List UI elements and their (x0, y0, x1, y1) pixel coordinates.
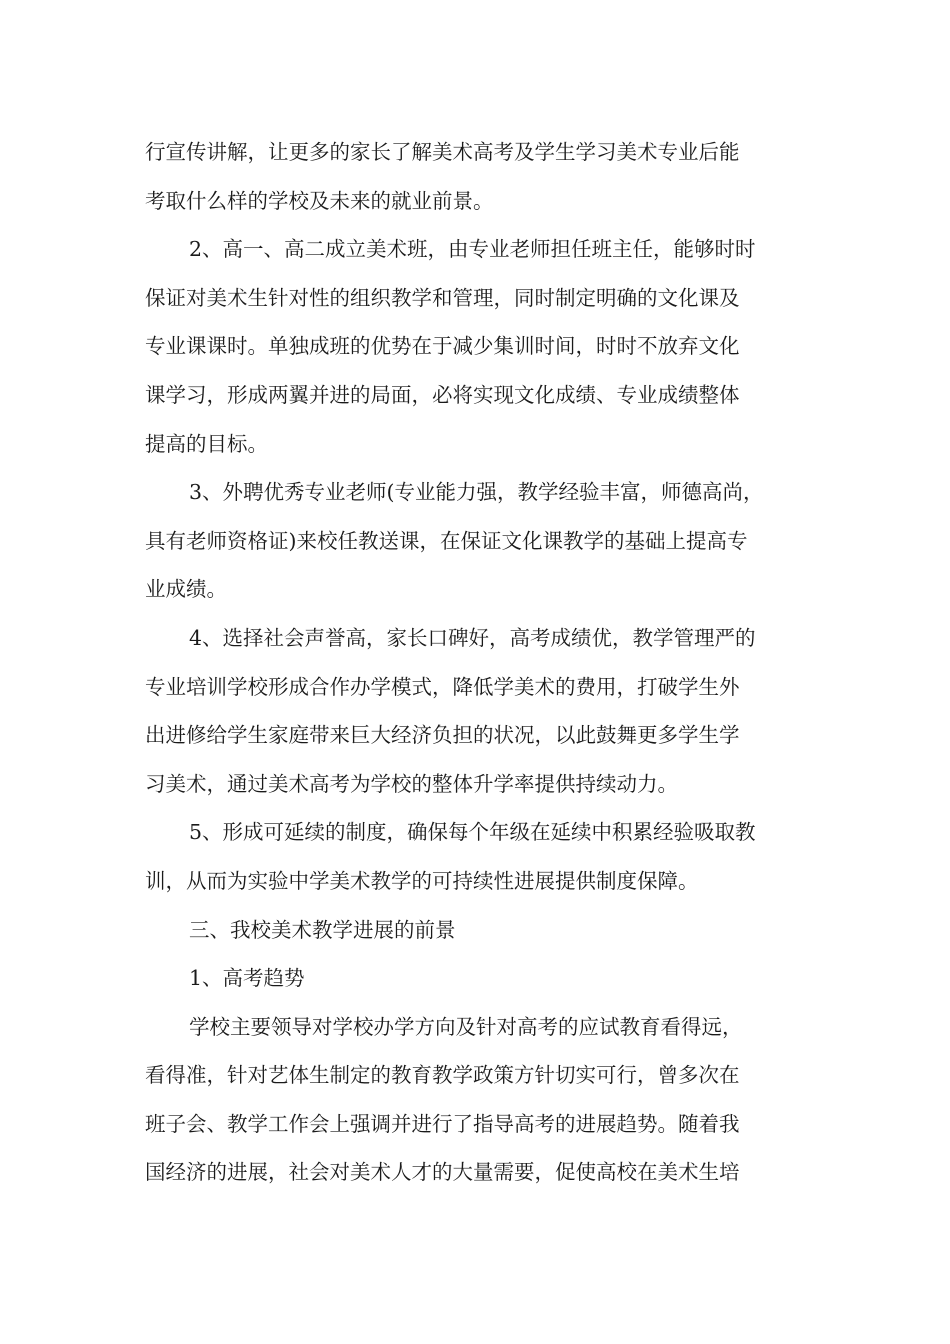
text-line: 出进修给学生家庭带来巨大经济负担的状况，以此鼓舞更多学生学 (145, 723, 740, 748)
text-line: 专业课课时。单独成班的优势在于减少集训时间，时时不放弃文化 (145, 334, 740, 359)
text-line: 行宣传讲解，让更多的家长了解美术高考及学生学习美术专业后能 (145, 140, 740, 164)
subsection-heading: 1、高考趋势 (189, 966, 305, 991)
text-line: 提高的目标。 (145, 431, 268, 456)
section-heading: 三、我校美术教学进展的前景 (189, 917, 456, 942)
text-line: 业成绩。 (145, 577, 227, 602)
text-line: 看得准，针对艺体生制定的教育教学政策方针切实可行，曾多次在 (145, 1063, 740, 1088)
text-line: 学校主要领导对学校办学方向及针对高考的应试教育看得远， (189, 1014, 743, 1039)
text-line: 保证对美术生针对性的组织教学和管理，同时制定明确的文化课及 (145, 285, 740, 310)
text-line: 专业培训学校形成合作办学模式，降低学美术的费用，打破学生外 (145, 674, 740, 699)
text-line: 考取什么样的学校及未来的就业前景。 (145, 188, 494, 213)
body-text (145, 128, 825, 1197)
text-line: 3、外聘优秀专业老师(专业能力强，教学经验丰富，师德高尚， (189, 480, 764, 505)
text-line: 具有老师资格证)来校任教送课，在保证文化课教学的基础上提高专 (145, 528, 748, 553)
text-line: 课学习，形成两翼并进的局面，必将实现文化成绩、专业成绩整体 (145, 382, 740, 407)
text-line: 班子会、教学工作会上强调并进行了指导高考的进展趋势。随着我 (145, 1111, 740, 1136)
text-line: 5、形成可延续的制度，确保每个年级在延续中积累经验吸取教 (189, 820, 756, 845)
text-line: 4、选择社会声誉高，家长口碑好，高考成绩优，教学管理严的 (189, 625, 756, 650)
text-line: 国经济的进展，社会对美术人才的大量需要，促使高校在美术生培 (145, 1160, 740, 1185)
text-line: 训，从而为实验中学美术教学的可持续性进展提供制度保障。 (145, 868, 699, 893)
text-line: 习美术，通过美术高考为学校的整体升学率提供持续动力。 (145, 771, 678, 796)
text-line: 2、高一、高二成立美术班，由专业老师担任班主任，能够时时 (189, 237, 756, 262)
